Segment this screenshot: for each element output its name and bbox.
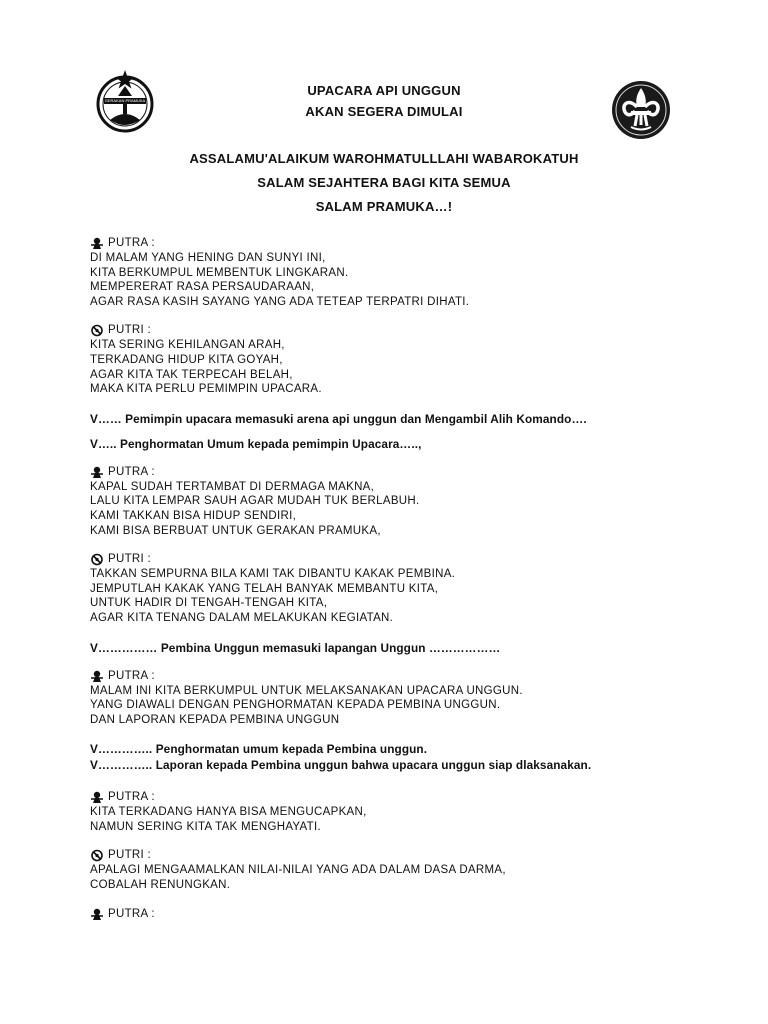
speaker-name: PUTRI : <box>108 553 151 566</box>
spacer <box>90 626 730 640</box>
speaker-label <box>90 848 730 863</box>
verse-line: KITA SERING KEHILANGAN ARAH, <box>90 339 285 352</box>
speaker-name: PUTRI : <box>108 324 151 337</box>
header <box>0 80 768 122</box>
greeting-line: ASSALAMU'ALAIKUM WAROHMATULLLAHI WABAROKATUH <box>189 151 579 166</box>
speaker-name: PUTRI : <box>108 849 151 862</box>
verse-line: NAMUN SERING KITA TAK MENGHAYATI. <box>90 820 321 833</box>
verse-line: AGAR KITA TENANG DALAM MELAKUKAN KEGIATAN. <box>90 611 394 624</box>
verse-line: DAN LAPORAN KEPADA PEMBINA UNGGUN <box>90 713 340 726</box>
verse <box>90 863 730 892</box>
speaker-name: PUTRA : <box>108 907 155 920</box>
verse <box>90 251 730 309</box>
verse-line: MAKA KITA PERLU PEMIMPIN UPACARA. <box>90 383 322 396</box>
verse-line: AGAR KITA TAK TERPECAH BELAH, <box>90 368 293 381</box>
speaker-name: PUTRA : <box>108 669 155 682</box>
spacer <box>90 834 730 848</box>
spacer <box>90 656 730 665</box>
speaker-label <box>90 552 730 567</box>
boy-icon <box>90 791 104 804</box>
girl-icon <box>90 324 104 337</box>
verse-line: TAKKAN SEMPURNA BILA KAMI TAK DIBANTU KAKAK PEMBINA. <box>90 568 456 581</box>
verse-line: KAMI BISA BERBUAT UNTUK GERAKAN PRAMUKA, <box>90 524 381 537</box>
verse-line: MEMPERERAT RASA PERSAUDARAAN, <box>90 281 315 294</box>
boy-icon <box>90 670 104 683</box>
speaker-label <box>90 907 730 922</box>
greetings <box>0 147 768 219</box>
spacer <box>90 397 730 411</box>
speaker-label <box>90 669 730 684</box>
speaker-label <box>90 236 730 251</box>
verse-line: JEMPUTLAH KAKAK YANG TELAH BANYAK MEMBANTU KITA, <box>90 582 439 595</box>
verse-line: APALAGI MENGAAMALKAN NILAI-NILAI YANG ADA DALAM DASA DARMA, <box>90 864 506 877</box>
speaker-label <box>90 790 730 805</box>
boy-icon <box>90 466 104 479</box>
speaker-name: PUTRA : <box>108 237 155 249</box>
spacer <box>90 427 730 436</box>
speaker-label <box>90 465 730 480</box>
spacer <box>90 773 730 790</box>
verse-line: UNTUK HADIR DI TENGAH-TENGAH KITA, <box>90 597 328 610</box>
verse-line: LALU KITA LEMPAR SAUH AGAR MUDAH TUK BERLABUH. <box>90 495 420 508</box>
verse-line: COBALAH RENUNGKAN. <box>90 879 231 892</box>
stage-direction: V…… Pemimpin upacara memasuki arena api unggun dan Mengambil Alih Komando…. <box>90 411 587 426</box>
spacer <box>90 452 730 461</box>
spacer <box>90 538 730 552</box>
girl-icon <box>90 553 104 566</box>
verse <box>90 338 730 396</box>
spacer <box>90 893 730 907</box>
spacer <box>90 922 730 936</box>
verse-line: MALAM INI KITA BERKUMPUL UNTUK MELAKSANAKAN UPACARA UNGGUN. <box>90 684 523 697</box>
stage-direction: V………….. Laporan kepada Pembina unggun bahwa upacara unggun siap dlaksanakan. <box>90 758 592 773</box>
verse <box>90 480 730 538</box>
girl-icon <box>90 849 104 862</box>
verse-line: KAPAL SUDAH TERTAMBAT DI DERMAGA MAKNA, <box>90 480 375 493</box>
verse-line: DI MALAM YANG HENING DAN SUNYI INI, <box>90 252 326 264</box>
boy-icon <box>90 908 104 921</box>
page-title: UPACARA API UNGGUN <box>307 83 461 98</box>
greeting-line: SALAM PRAMUKA…! <box>315 199 453 214</box>
greeting-line: SALAM SEJAHTERA BAGI KITA SEMUA <box>257 175 511 190</box>
spacer <box>90 309 730 323</box>
verse-line: KITA TERKADANG HANYA BISA MENGUCAPKAN, <box>90 806 367 819</box>
spacer <box>90 727 730 741</box>
emblem-text: GERAKAN PRAMUKA <box>104 98 146 103</box>
stage-direction: V….. Penghormatan Umum kepada pemimpin Upacara….., <box>90 436 422 451</box>
stage-direction: V…………… Pembina Unggun memasuki lapangan Unggun ……………… <box>90 640 501 655</box>
verse-line: AGAR RASA KASIH SAYANG YANG ADA TETEAP TERPATRI DIHATI. <box>90 295 470 308</box>
verse-line: TERKADANG HIDUP KITA GOYAH, <box>90 353 283 366</box>
speaker-name: PUTRA : <box>108 791 155 804</box>
speaker-name: PUTRA : <box>108 465 155 478</box>
stage-direction: V………….. Penghormatan umum kepada Pembina unggun. <box>90 742 428 757</box>
verse <box>90 567 730 625</box>
page-subtitle: AKAN SEGERA DIMULAI <box>305 104 463 119</box>
verse-line: KITA BERKUMPUL MEMBENTUK LINGKARAN. <box>90 266 349 279</box>
verse <box>90 805 730 834</box>
verse-line: KAMI TAKKAN BISA HIDUP SENDIRI, <box>90 509 297 522</box>
boy-icon <box>90 237 104 250</box>
speaker-label <box>90 323 730 338</box>
verse-line: YANG DIAWALI DENGAN PENGHORMATAN KEPADA PEMBINA UNGGUN. <box>90 699 501 712</box>
script-body <box>90 236 730 936</box>
verse <box>90 684 730 728</box>
